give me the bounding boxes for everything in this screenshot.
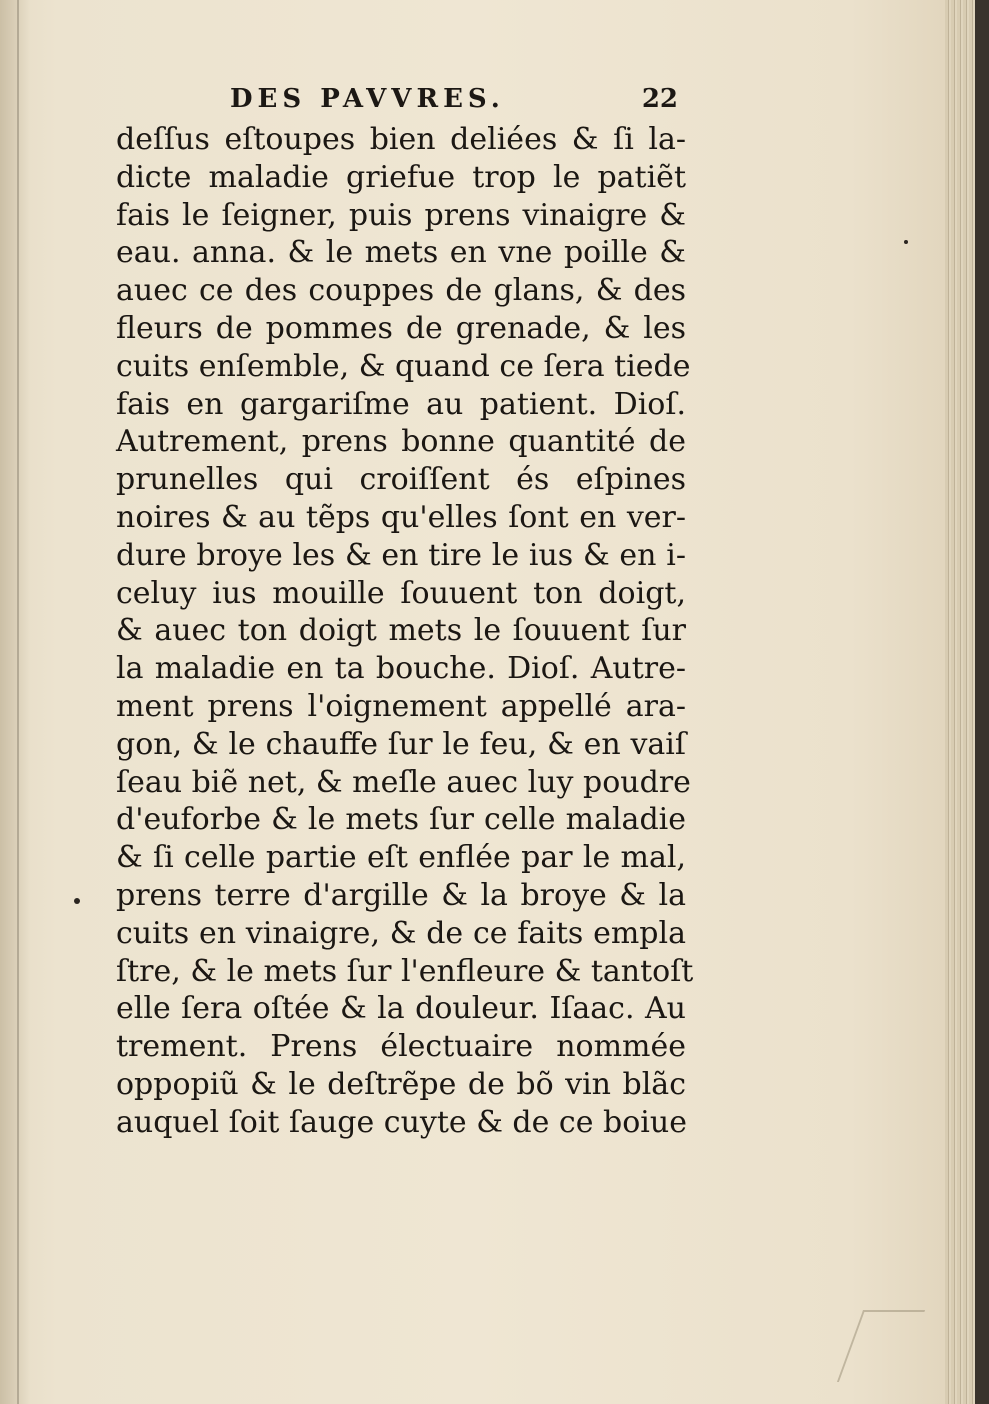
- page-header: [118, 84, 678, 120]
- text-line: trement. Prens électuaire nommée: [116, 1029, 686, 1065]
- text-line: auec ce des couppes de glans, & des: [116, 273, 686, 309]
- text-line: ment prens l'oignement appellé ara-: [116, 688, 686, 724]
- text-line: fais le ſeigner, puis prens vinaigre &: [116, 197, 686, 233]
- text-line: & auec ton doigt mets le ſouuent ſur: [116, 613, 686, 649]
- book-edge-shadow: [975, 0, 989, 1404]
- text-line: dure broye les & en tire le ius & en i-: [116, 537, 686, 573]
- text-line: gon, & le chauffe ſur le feu, & en vaiſ: [116, 726, 686, 762]
- ink-speck: [904, 240, 908, 244]
- page-number: 22: [641, 84, 678, 114]
- text-line: & ſi celle partie eſt enflée par le mal,: [116, 840, 686, 876]
- text-line: cuits en vinaigre, & de ce faits empla: [116, 915, 686, 951]
- ink-speck: [74, 898, 80, 904]
- text-line: fais en gargariſme au patient. Dioſ.: [116, 386, 686, 422]
- text-line: celuy ius mouille ſouuent ton doigt,: [116, 575, 686, 611]
- page-gutter: [0, 0, 30, 1404]
- text-line: la maladie en ta bouche. Dioſ. Autre-: [116, 651, 686, 687]
- text-line: dicte maladie griefue trop le patiẽt: [116, 159, 686, 195]
- text-line: deſſus eſtoupes bien deliées & ſi la-: [116, 122, 686, 157]
- text-line: ſtre, & le mets ſur l'enfleure & tantoſt: [116, 953, 694, 989]
- text-line: prens terre d'argille & la broye & la: [116, 877, 686, 913]
- text-line: eau. anna. & le mets en vne poille &: [116, 235, 686, 271]
- text-line: d'euforbe & le mets ſur celle maladie: [116, 802, 686, 838]
- text-line: fleurs de pommes de grenade, & les: [116, 310, 686, 346]
- gutter-crease: [17, 0, 19, 1404]
- text-line: oppopiũ & le deſtrẽpe de bõ vin blãc: [116, 1066, 686, 1102]
- text-line: cuits enſemble, & quand ce ſera tiede: [116, 348, 691, 384]
- text-line: Autrement, prens bonne quantité de: [116, 424, 686, 460]
- running-head: DES PAVVRES.: [230, 84, 505, 114]
- text-line: ſeau biẽ net, & meſle auec luy poudre: [116, 764, 691, 800]
- text-line: auquel ſoit ſauge cuyte & de ce boiue: [116, 1104, 687, 1140]
- text-line: noires & au tẽps qu'elles ſont en ver-: [116, 499, 686, 535]
- text-line: prunelles qui croiſſent és eſpines: [116, 462, 686, 498]
- text-line: elle ſera oſtée & la douleur. Iſaac. Au: [116, 991, 686, 1027]
- page-corner-fold: [837, 1310, 925, 1382]
- text-block: [116, 121, 694, 1142]
